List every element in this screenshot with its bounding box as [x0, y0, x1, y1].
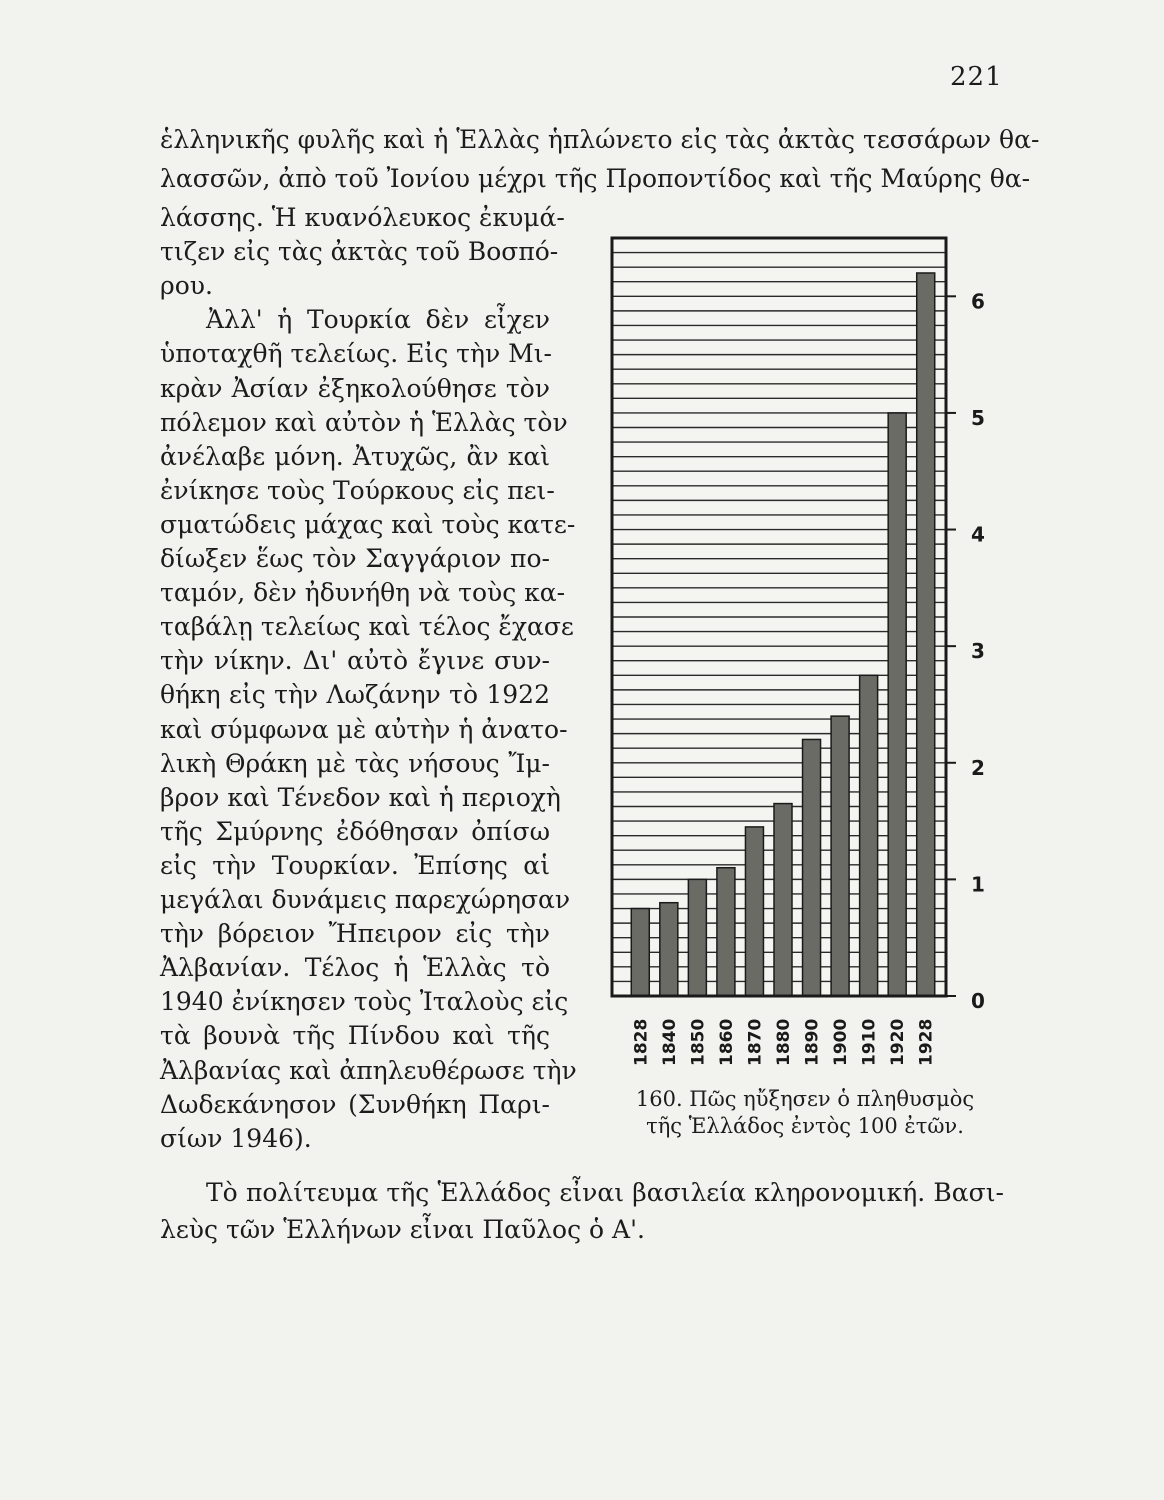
chart-bar [888, 413, 906, 996]
page-number: 221 [950, 62, 1003, 92]
text-top-line-2: λασσῶν, ἀπὸ τοῦ Ἰονίου μέχρι τῆς Προποντίδος καὶ τῆς Μαύρης θα- [160, 164, 1031, 193]
chart-bar [745, 827, 763, 996]
chart-x-tick-label: 1910 [859, 1018, 880, 1066]
text-column-line: ταμόν, δὲν ἠδυνήθη νὰ τοὺς κα- [160, 578, 566, 608]
text-column-line: θήκη εἰς τὴν Λωζάνην τὸ 1922 [160, 680, 550, 710]
chart-y-tick-label: 4 [971, 522, 985, 547]
chart-caption-line-2: τῆς Ἑλλάδος ἐντὸς 100 ἐτῶν. [646, 1114, 964, 1138]
text-column-line: Δωδεκάνησον (Συνθήκη Παρι- [160, 1089, 550, 1119]
text-column-line: ταβάλῃ τελείως καὶ τέλος ἔχασε [160, 612, 574, 642]
chart-y-tick-label: 0 [971, 989, 985, 1013]
chart-y-tick-label: 5 [971, 405, 985, 430]
text-column-line: Ἀλλ' ἡ Τουρκία δὲν εἶχεν [206, 305, 550, 335]
text-column-line: τὴν βόρειον Ἤπειρον εἰς τὴν [160, 919, 550, 949]
chart-x-tick-label: 1890 [802, 1018, 823, 1066]
text-column-line: ἀνέλαβε μόνη. Ἀτυχῶς, ἂν καὶ [160, 441, 550, 471]
text-column-line: ὑποταχθῆ τελείως. Εἰς τὴν Μι- [160, 339, 552, 369]
text-bottom-line-1: Τὸ πολίτευμα τῆς Ἑλλάδος εἶναι βασιλεία κληρονομική. Βασι- [206, 1178, 1004, 1207]
text-column-line: μεγάλαι δυνάμεις παρεχώρησαν [160, 885, 571, 914]
chart-bar [917, 273, 935, 996]
text-bottom-line-2: λεὺς τῶν Ἑλλήνων εἶναι Παῦλος ὁ Α'. [160, 1215, 645, 1244]
chart-y-tick-label: 3 [971, 639, 985, 664]
chart-x-tick-label: 1828 [631, 1018, 652, 1066]
chart-y-tick-label: 1 [971, 872, 985, 897]
chart-y-tick-label: 2 [971, 755, 985, 780]
chart-bar [631, 909, 649, 996]
chart-x-tick-label: 1920 [888, 1018, 909, 1066]
chart-x-tick-label: 1900 [831, 1018, 852, 1066]
chart-bar [803, 739, 821, 996]
text-column-line: ρου. [160, 271, 213, 301]
text-top-line-1: ἑλληνικῆς φυλῆς καὶ ἡ Ἑλλὰς ἡπλώνετο εἰς τὰς ἀκτὰς τεσσάρων θα- [160, 125, 1040, 154]
text-column-line: σματώδεις μάχας καὶ τοὺς κατε- [160, 509, 576, 539]
text-column-line: λάσσης. Ἡ κυανόλευκος ἐκυμά- [160, 203, 565, 232]
text-column-line: 1940 ἐνίκησεν τοὺς Ἰταλοὺς εἰς [160, 987, 569, 1017]
chart-bar [717, 868, 735, 996]
text-column-line: Ἀλβανίαν. Τέλος ἡ Ἑλλὰς τὸ [160, 953, 550, 983]
text-column-line: τὴν νίκην. Δι' αὐτὸ ἔγινε συν- [160, 646, 550, 676]
chart-caption-line-1: 160. Πῶς ηὔξησεν ὁ πληθυσμὸς [635, 1087, 975, 1111]
chart-x-tick-label: 1840 [659, 1018, 680, 1066]
text-column-line: κρὰν Ἀσίαν ἐξηκολούθησε τὸν [160, 373, 550, 403]
chart-x-tick-label: 1860 [716, 1018, 737, 1066]
chart-bar [774, 804, 792, 996]
text-column-line: βρον καὶ Τένεδον καὶ ἡ περιοχὴ [160, 782, 561, 812]
population-chart [590, 226, 1010, 1066]
text-column-line: πόλεμον καὶ αὐτὸν ἡ Ἑλλὰς τὸν [160, 407, 568, 437]
chart-bar [688, 879, 706, 996]
chart-x-tick-label: 1850 [688, 1018, 709, 1066]
text-column-line: Ἀλβανίας καὶ ἀπηλευθέρωσε τὴν [160, 1055, 577, 1085]
text-column-line: εἰς τὴν Τουρκίαν. Ἐπίσης αἱ [160, 850, 550, 880]
text-column-line: λικὴ Θράκη μὲ τὰς νήσους Ἴμ- [160, 748, 550, 778]
chart-bar [831, 716, 849, 996]
chart-x-tick-label: 1870 [745, 1018, 766, 1066]
text-column-line: δίωξεν ἕως τὸν Σαγγάριον πο- [160, 544, 550, 573]
chart-bar [660, 903, 678, 996]
text-column-line: σίων 1946). [160, 1123, 312, 1153]
text-column-line: τὰ βουνὰ τῆς Πίνδου καὶ τῆς [160, 1021, 550, 1051]
chart-y-tick-label: 6 [971, 289, 985, 314]
chart-bar [860, 675, 878, 996]
text-column-line: τῆς Σμύρνης ἐδόθησαν ὀπίσω [160, 816, 550, 846]
text-column-line: τιζεν εἰς τὰς ἀκτὰς τοῦ Βοσπό- [160, 237, 559, 267]
chart-x-tick-label: 1880 [774, 1018, 794, 1066]
text-column-line: καὶ σύμφωνα μὲ αὐτὴν ἡ ἀνατο- [160, 714, 568, 744]
chart-x-tick-label: 1928 [916, 1018, 937, 1066]
text-column-line: ἐνίκησε τοὺς Τούρκους εἰς πει- [160, 475, 555, 505]
